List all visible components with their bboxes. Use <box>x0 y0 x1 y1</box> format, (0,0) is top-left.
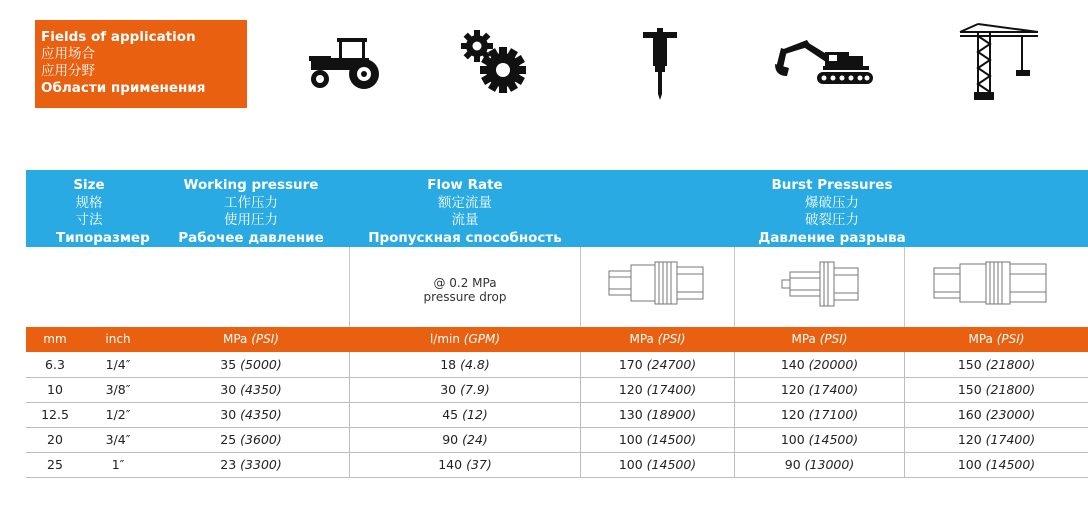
cell-value: 3/8″ <box>105 382 131 397</box>
header-flow-rate <box>350 177 580 247</box>
cell-value: 120 <box>780 382 805 397</box>
cell-imperial: (7.9) <box>460 382 490 397</box>
cell-value: 120 <box>618 382 643 397</box>
header-size-en: Size <box>73 177 105 193</box>
cell-value: 30 <box>220 407 237 422</box>
table-cell-b3 <box>905 407 1088 422</box>
cell-imperial: (17100) <box>808 407 859 422</box>
unit-burst1-main: MPa <box>629 332 654 346</box>
header-flow-ja: 流量 <box>451 212 479 228</box>
table-cell-b1 <box>581 382 734 397</box>
unit-flow <box>350 332 580 346</box>
table-cell-b1 <box>581 432 734 447</box>
table-cell-wp <box>171 457 331 472</box>
cell-value: 18 <box>440 357 457 372</box>
header-working-ja: 使用圧力 <box>224 212 278 228</box>
cell-value: 1/4″ <box>105 357 131 372</box>
crane-icon <box>958 22 1040 102</box>
cell-imperial: (17400) <box>985 432 1036 447</box>
pressure-drop-note <box>350 276 580 304</box>
cell-value: 130 <box>618 407 643 422</box>
cell-value: 100 <box>957 457 982 472</box>
cell-imperial: (12) <box>462 407 488 422</box>
jackhammer-icon <box>640 26 680 102</box>
unit-working <box>171 332 331 346</box>
table-cell-inch <box>88 357 148 372</box>
table-cell-fr <box>350 382 580 397</box>
table-cell-b1 <box>581 357 734 372</box>
row-divider <box>26 477 1088 478</box>
header-working-ru: Рабочее давление <box>178 229 324 246</box>
table-cell-fr <box>350 357 580 372</box>
header-working-pressure <box>171 177 331 247</box>
cell-value: 100 <box>618 457 643 472</box>
table-cell-inch <box>88 432 148 447</box>
header-burst-pressures <box>726 177 938 247</box>
fields-title-ja: 应用分野 <box>41 63 95 79</box>
coupling-plug-drawing <box>780 260 860 308</box>
divider <box>734 247 735 327</box>
cell-value: 1/2″ <box>105 407 131 422</box>
unit-burst-2 <box>735 332 904 346</box>
table-row <box>26 377 1088 402</box>
cell-value: 100 <box>618 432 643 447</box>
unit-burst2-imperial: (PSI) <box>819 332 848 346</box>
table-cell-b2 <box>735 382 904 397</box>
cell-imperial: (13000) <box>804 457 855 472</box>
fields-title-en: Fields of application <box>41 29 196 45</box>
units-row <box>26 327 1088 352</box>
table-cell-wp <box>171 432 331 447</box>
cell-value: 35 <box>220 357 237 372</box>
cell-value: 140 <box>438 457 463 472</box>
cell-value: 25 <box>220 432 237 447</box>
coupling-socket-drawing <box>932 260 1052 306</box>
cell-imperial: (24) <box>462 432 488 447</box>
table-cell-wp <box>171 407 331 422</box>
header-burst-zh: 爆破压力 <box>805 194 859 211</box>
unit-working-main: MPa <box>223 332 248 346</box>
header-working-en: Working pressure <box>183 177 319 193</box>
header-size-ru: Типоразмер <box>56 229 150 246</box>
pressure-drop-line1: @ 0.2 MPa <box>433 276 497 290</box>
cell-value: 120 <box>780 407 805 422</box>
unit-flow-main: l/min <box>429 332 460 346</box>
table-cell-mm <box>26 357 84 372</box>
table-row <box>26 352 1088 377</box>
header-size-zh: 规格 <box>75 194 103 211</box>
unit-burst2-main: MPa <box>791 332 816 346</box>
cell-value: 30 <box>220 382 237 397</box>
table-header <box>26 170 1088 247</box>
cell-imperial: (14500) <box>646 457 697 472</box>
header-flow-en: Flow Rate <box>427 177 503 193</box>
cell-value: 140 <box>780 357 805 372</box>
table-cell-b3 <box>905 457 1088 472</box>
gears-icon <box>460 30 526 94</box>
table-cell-b2 <box>735 457 904 472</box>
table-row <box>26 427 1088 452</box>
cell-imperial: (14500) <box>646 432 697 447</box>
tractor-icon <box>303 36 381 90</box>
table-cell-fr <box>350 457 580 472</box>
table-cell-inch <box>88 457 148 472</box>
column-divider <box>734 352 735 477</box>
table-cell-fr <box>350 407 580 422</box>
cell-value: 90 <box>784 457 801 472</box>
cell-value: 23 <box>220 457 237 472</box>
table-cell-wp <box>171 357 331 372</box>
cell-imperial: (17400) <box>808 382 859 397</box>
table-cell-mm <box>26 432 84 447</box>
table-cell-b3 <box>905 357 1088 372</box>
table-cell-b2 <box>735 357 904 372</box>
table-cell-b2 <box>735 432 904 447</box>
cell-value: 3/4″ <box>105 432 131 447</box>
cell-imperial: (14500) <box>985 457 1036 472</box>
header-burst-ru: Давление разрыва <box>758 229 906 246</box>
cell-imperial: (17400) <box>646 382 697 397</box>
unit-burst1-imperial: (PSI) <box>657 332 686 346</box>
table-cell-b3 <box>905 432 1088 447</box>
cell-imperial: (4350) <box>240 382 282 397</box>
header-flow-zh: 额定流量 <box>438 194 492 211</box>
cell-value: 20 <box>47 432 63 447</box>
cell-value: 90 <box>442 432 459 447</box>
cell-value: 10 <box>47 382 63 397</box>
cell-value: 6.3 <box>45 357 65 372</box>
unit-burst-1 <box>581 332 734 346</box>
cell-imperial: (3300) <box>240 457 282 472</box>
coupling-full-drawing <box>607 260 707 306</box>
table-cell-mm <box>26 457 84 472</box>
cell-imperial: (37) <box>466 457 492 472</box>
header-flow-ru: Пропускная способность <box>368 229 562 246</box>
column-divider <box>580 352 581 477</box>
cell-value: 25 <box>47 457 63 472</box>
unit-inch: inch <box>105 332 131 346</box>
cell-value: 12.5 <box>41 407 69 422</box>
unit-mm: mm <box>43 332 67 346</box>
cell-value: 150 <box>957 382 982 397</box>
cell-imperial: (5000) <box>240 357 282 372</box>
cell-value: 100 <box>780 432 805 447</box>
table-cell-b1 <box>581 407 734 422</box>
unit-burst-3 <box>905 332 1088 346</box>
coupling-image-row <box>26 247 1088 327</box>
cell-imperial: (20000) <box>808 357 859 372</box>
table-cell-mm <box>26 407 84 422</box>
header-size <box>56 177 150 247</box>
header-size-ja: 寸法 <box>75 212 103 228</box>
cell-imperial: (21800) <box>985 382 1036 397</box>
cell-value: 170 <box>618 357 643 372</box>
table-row <box>26 452 1088 477</box>
cell-imperial: (3600) <box>240 432 282 447</box>
header-working-zh: 工作压力 <box>224 194 278 211</box>
cell-imperial: (18900) <box>646 407 697 422</box>
unit-flow-imperial: (GPM) <box>463 332 501 346</box>
divider <box>904 247 905 327</box>
fields-of-application-box <box>35 20 247 108</box>
cell-imperial: (4.8) <box>460 357 490 372</box>
cell-value: 30 <box>440 382 457 397</box>
table-cell-inch <box>88 382 148 397</box>
table-cell-mm <box>26 382 84 397</box>
header-burst-ja: 破裂圧力 <box>805 212 859 228</box>
header-burst-en: Burst Pressures <box>771 177 893 193</box>
unit-working-imperial: (PSI) <box>251 332 279 346</box>
cell-value: 120 <box>957 432 982 447</box>
fields-title-ru: Области применения <box>41 80 206 96</box>
table-cell-b1 <box>581 457 734 472</box>
column-divider <box>904 352 905 477</box>
unit-burst3-imperial: (PSI) <box>996 332 1025 346</box>
cell-imperial: (4350) <box>240 407 282 422</box>
cell-imperial: (23000) <box>985 407 1036 422</box>
table-cell-b3 <box>905 382 1088 397</box>
cell-value: 160 <box>957 407 982 422</box>
divider <box>580 247 581 327</box>
table-cell-b2 <box>735 407 904 422</box>
unit-burst3-main: MPa <box>968 332 993 346</box>
pressure-drop-line2: pressure drop <box>423 290 507 304</box>
cell-value: 45 <box>442 407 459 422</box>
cell-value: 150 <box>957 357 982 372</box>
table-cell-inch <box>88 407 148 422</box>
column-divider <box>349 352 350 477</box>
cell-imperial: (21800) <box>985 357 1036 372</box>
cell-value: 1″ <box>111 457 125 472</box>
table-cell-wp <box>171 382 331 397</box>
fields-title-zh: 应用场合 <box>41 46 95 62</box>
cell-imperial: (14500) <box>808 432 859 447</box>
table-row <box>26 402 1088 427</box>
table-cell-fr <box>350 432 580 447</box>
cell-imperial: (24700) <box>646 357 697 372</box>
excavator-icon <box>773 38 875 86</box>
